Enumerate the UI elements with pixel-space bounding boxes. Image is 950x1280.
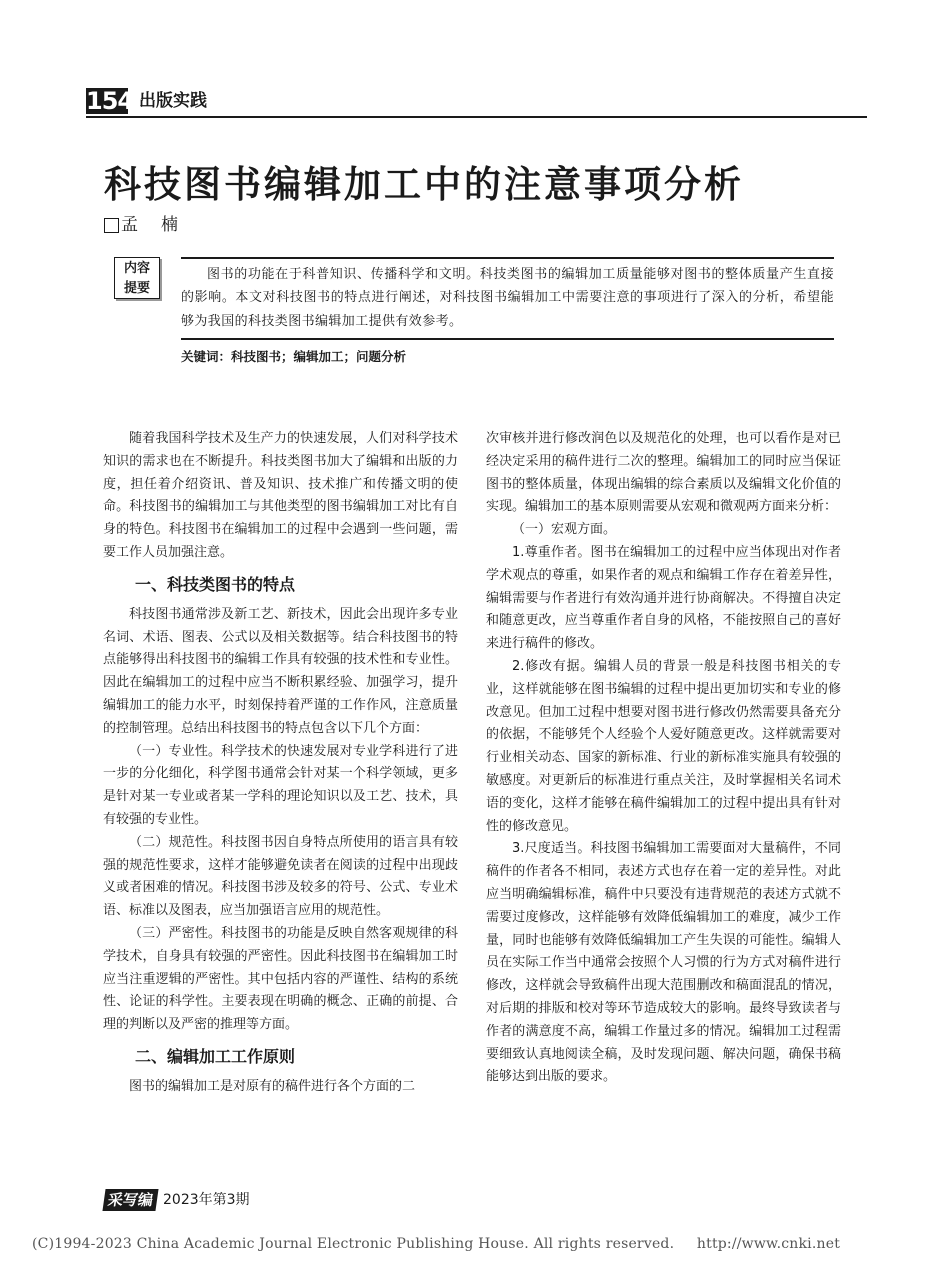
intro-paragraph: 随着我国科学技术及生产力的快速发展，人们对科学技术知识的需求也在不断提升。科技类图书加大了编辑和出版的力度，担任着介绍资讯、普及知识、技术推广和传播文明的使命。科技图书的编辑加工与其他类型的图书编辑加工对比有自身的特色。科技图书在编辑加工的过程中会遇到一些问题，需要工作人员加强注意。	[103, 431, 458, 560]
journal-logo: 采写编	[102, 1189, 158, 1211]
paragraph-scale: 3.尺度适当。科技图书编辑加工需要面对大量稿件，不同稿件的作者各不相同，表述方式也存在着一定的差异性。对此应当明确编辑标准，稿件中只要没有违背规范的表述方式就不需要过度修改，这样能够有效降低编辑加工的难度，减少工作量，同时也能够有效降低编辑加工产生失误的可能性。编辑人员在实际工作当中通常会按照个人习惯的行为方式对稿件进行修改，这样就会导致稿件出现大范围删改和稿面混乱的情况，对后期的排版和校对等环节造成较大的影响。最终导致读者与作者的满意度不高，编辑工作量过多的情况。编辑加工过程需要细致认真地阅读全稿，及时发现问题、解决问题，确保书稿能够达到出版的要求。	[486, 841, 841, 1085]
paragraph-basis: 2.修改有据。编辑人员的背景一般是科技图书相关的专业，这样就能够在图书编辑的过程中提出更加切实和专业的修改意见。但加工过程中想要对图书进行修改仍然需要具备充分的依据，不能够凭个人经验个人爱好随意更改。这样就需要对行业相关动态、国家的新标准、行业的新标准实施具有较强的敏感度。对更新后的标准进行重点关注，及时掌握相关名词术语的变化，这样才能够在稿件编辑加工的过程中提出具有针对性的修改意见。	[486, 658, 841, 834]
abstract-label-line1: 内容	[123, 261, 150, 276]
subsection-professional	[103, 741, 458, 832]
author-line	[104, 213, 181, 237]
paragraph-features: 科技图书通常涉及新工艺、新技术，因此会出现许多专业名词、术语、图表、公式以及相关数据等。结合科技图书的特点能够得出科技图书的编辑工作具有较强的技术性和专业性。因此在编辑加工的过程中应当不断积累经验、加强学习，提升编辑加工的能力水平，时刻保持着严谨的工作作风，注意质量的控制管理。总结出科技图书的特点包含以下几个方面：	[103, 606, 458, 736]
subsection-title: （三）严密性。	[129, 925, 222, 941]
subsection-rigor	[103, 923, 458, 1037]
abstract-text: 图书的功能在于科普知识、传播科学和文明。科技类图书的编辑加工质量能够对图书的整体质量产生直接的影响。本文对科技图书的特点进行阐述，对科技图书编辑加工中需要注意的事项进行了深入的分析，希望能够为我国的科技类图书编辑加工提供有效参考。	[181, 267, 834, 329]
paragraph-respect-author: 1.尊重作者。图书在编辑加工的过程中应当体现出对作者学术观点的尊重，如果作者的观点和编辑工作存在着差异性，编辑需要与作者进行有效沟通并进行协商解决。不得擅自决定和随意更改，应当尊重作者自身的风格，不能按照自己的喜好来进行稿件的修改。	[486, 544, 841, 652]
subsection-title: （一）专业性。	[129, 743, 222, 759]
copyright-line	[32, 1233, 840, 1255]
right-column	[486, 428, 841, 1089]
paragraph-continued: 次审核并进行修改润色以及规范化的处理，也可以看作是对已经决定采用的稿件进行二次的整理。编辑加工的同时应当保证图书的整体质量，体现出编辑的综合素质以及编辑文化价值的实现。编辑加工的基本原则需要从宏观和微观两方面来分析：	[486, 431, 841, 515]
copyright-text: (C)1994-2023 China Academic Journal Electronic Publishing House. All rights reserved.	[32, 1236, 675, 1252]
abstract-rule-top	[181, 257, 834, 259]
subsection-macro: （一）宏观方面。	[512, 522, 617, 538]
subsection-normative	[103, 832, 458, 923]
author-box-icon	[104, 218, 119, 233]
abstract-label-box	[114, 257, 160, 299]
left-column	[103, 428, 458, 1099]
subsection-text: 科学技术的快速发展对专业学科进行了进一步的分化细化，科学图书通常会针对某一个科学领域，更多是针对某一专业或者某一学科的理论知识以及工艺、技术，具有较强的专业性。	[103, 743, 458, 827]
paragraph-principles: 图书的编辑加工是对原有的稿件进行各个方面的二	[129, 1078, 416, 1094]
header-rule	[86, 116, 867, 118]
article-title: 科技图书编辑加工中的注意事项分析	[104, 162, 744, 206]
abstract-rule-bottom	[181, 338, 834, 340]
footer	[104, 1188, 250, 1212]
website-link[interactable]: http://www.cnki.net	[696, 1236, 841, 1252]
page-number: 154	[86, 87, 134, 115]
subsection-text: 科技图书的功能是反映自然客观规律的科学技术，自身具有较强的严密性。因此科技图书在编辑加工时应当注重逻辑的严密性。其中包括内容的严谨性、结构的系统性、论证的科学性。主要表现在明确的概念、正确的前提、合理的判断以及严密的推理等方面。	[103, 925, 458, 1033]
abstract-label-line2: 提要	[123, 281, 150, 296]
subsection-text: 科技图书因自身特点所使用的语言具有较强的规范性要求，这样才能够避免读者在阅读的过程中出现歧义或者困难的情况。科技图书涉及较多的符号、公式、专业术语、标准以及图表，应当加强语言应用的规范性。	[103, 834, 458, 919]
author-name: 孟 楠	[121, 215, 181, 235]
section-heading-1: 一、科技类图书的特点	[135, 574, 296, 594]
subsection-title: （二）规范性。	[129, 834, 222, 850]
keywords: 关键词：科技图书；编辑加工；问题分析	[181, 349, 407, 364]
section-heading-2: 二、编辑加工工作原则	[135, 1046, 296, 1066]
issue-label: 2023年第3期	[163, 1192, 250, 1208]
section-name: 出版实践	[139, 91, 207, 111]
